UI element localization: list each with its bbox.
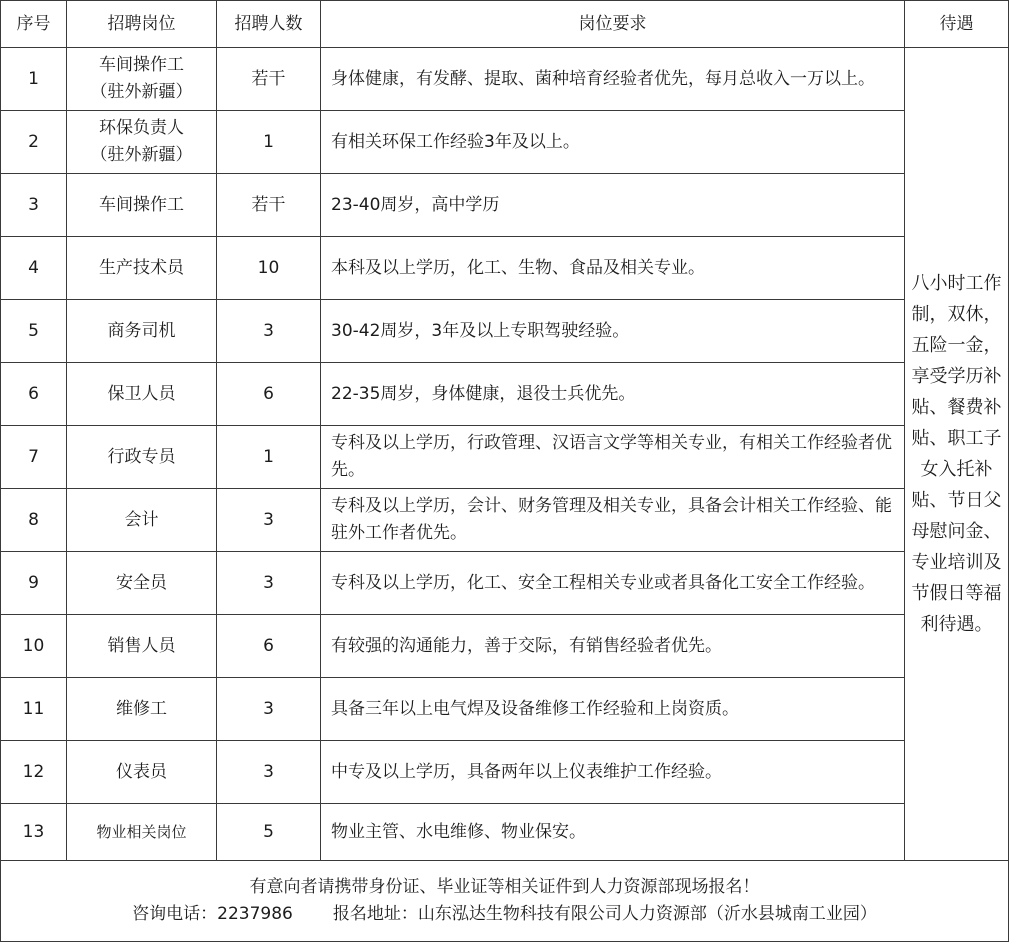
row-requirements: 具备三年以上电气焊及设备维修工作经验和上岗资质。 — [321, 678, 905, 741]
benefits-cell: 八小时工作制，双休，五险一金，享受学历补贴、餐费补贴、职工子女入托补贴、节日父母慰问金、专业培训及节假日等福利待遇。 — [905, 48, 1009, 861]
table-row — [1, 741, 1009, 804]
row-count: 6 — [217, 363, 321, 426]
row-count: 1 — [217, 426, 321, 489]
row-requirements: 本科及以上学历，化工、生物、食品及相关专业。 — [321, 237, 905, 300]
footer-phone: 咨询电话：2237986 — [132, 904, 293, 924]
row-count: 6 — [217, 615, 321, 678]
row-count: 5 — [217, 804, 321, 861]
row-position-line: 车间操作工 — [99, 55, 184, 75]
row-index: 13 — [1, 804, 67, 861]
row-requirements: 专科及以上学历，化工、安全工程相关专业或者具备化工安全工作经验。 — [321, 552, 905, 615]
row-requirements: 23-40周岁，高中学历 — [321, 174, 905, 237]
row-position: 销售人员 — [67, 615, 217, 678]
row-position — [67, 48, 217, 111]
row-requirements: 有相关环保工作经验3年及以上。 — [321, 111, 905, 174]
row-position: 安全员 — [67, 552, 217, 615]
row-position: 物业相关岗位 — [67, 804, 217, 861]
row-index: 12 — [1, 741, 67, 804]
table-row — [1, 489, 1009, 552]
footer-registration-note: 有意向者请携带身份证、毕业证等相关证件到人力资源部现场报名！ — [249, 877, 760, 897]
row-count: 3 — [217, 300, 321, 363]
row-position — [67, 111, 217, 174]
row-count: 3 — [217, 678, 321, 741]
row-index: 3 — [1, 174, 67, 237]
header-requirements: 岗位要求 — [321, 1, 905, 48]
table-header-row — [1, 1, 1009, 48]
row-requirements: 专科及以上学历，行政管理、汉语言文学等相关专业，有相关工作经验者优先。 — [321, 426, 905, 489]
table-row — [1, 111, 1009, 174]
row-requirements: 专科及以上学历，会计、财务管理及相关专业，具备会计相关工作经验、能驻外工作者优先。 — [321, 489, 905, 552]
table-row — [1, 678, 1009, 741]
row-position: 商务司机 — [67, 300, 217, 363]
table-row — [1, 237, 1009, 300]
header-benefits: 待遇 — [905, 1, 1009, 48]
row-requirements: 中专及以上学历，具备两年以上仪表维护工作经验。 — [321, 741, 905, 804]
table-row — [1, 363, 1009, 426]
row-index: 2 — [1, 111, 67, 174]
row-count: 若干 — [217, 174, 321, 237]
row-requirements: 30-42周岁，3年及以上专职驾驶经验。 — [321, 300, 905, 363]
row-count: 3 — [217, 741, 321, 804]
row-index: 10 — [1, 615, 67, 678]
row-requirements: 22-35周岁，身体健康，退役士兵优先。 — [321, 363, 905, 426]
row-count: 1 — [217, 111, 321, 174]
table-row — [1, 174, 1009, 237]
row-position: 行政专员 — [67, 426, 217, 489]
row-count: 若干 — [217, 48, 321, 111]
row-index: 6 — [1, 363, 67, 426]
row-index: 8 — [1, 489, 67, 552]
row-requirements: 物业主管、水电维修、物业保安。 — [321, 804, 905, 861]
header-position: 招聘岗位 — [67, 1, 217, 48]
row-count: 3 — [217, 489, 321, 552]
row-index: 7 — [1, 426, 67, 489]
row-index: 9 — [1, 552, 67, 615]
table-row — [1, 426, 1009, 489]
table-row — [1, 804, 1009, 861]
row-index: 11 — [1, 678, 67, 741]
row-position: 会计 — [67, 489, 217, 552]
row-index: 5 — [1, 300, 67, 363]
row-position: 仪表员 — [67, 741, 217, 804]
row-position-line: 环保负责人 — [99, 118, 184, 138]
header-index: 序号 — [1, 1, 67, 48]
row-count: 3 — [217, 552, 321, 615]
header-count: 招聘人数 — [217, 1, 321, 48]
footer-contact-line — [5, 901, 1004, 928]
row-index: 4 — [1, 237, 67, 300]
footer-address: 报名地址：山东泓达生物科技有限公司人力资源部（沂水县城南工业园） — [332, 904, 877, 924]
row-position: 生产技术员 — [67, 237, 217, 300]
table-row — [1, 615, 1009, 678]
row-position-line: （驻外新疆） — [90, 145, 193, 165]
table-row — [1, 300, 1009, 363]
row-requirements: 有较强的沟通能力，善于交际，有销售经验者优先。 — [321, 615, 905, 678]
row-position: 维修工 — [67, 678, 217, 741]
footer-row — [1, 861, 1009, 942]
table-row — [1, 552, 1009, 615]
table-row — [1, 48, 1009, 111]
row-count: 10 — [217, 237, 321, 300]
row-position: 保卫人员 — [67, 363, 217, 426]
row-requirements: 身体健康，有发酵、提取、菌种培育经验者优先，每月总收入一万以上。 — [321, 48, 905, 111]
row-index: 1 — [1, 48, 67, 111]
row-position-line: （驻外新疆） — [90, 82, 193, 102]
footer-cell — [1, 861, 1009, 942]
row-position: 车间操作工 — [67, 174, 217, 237]
